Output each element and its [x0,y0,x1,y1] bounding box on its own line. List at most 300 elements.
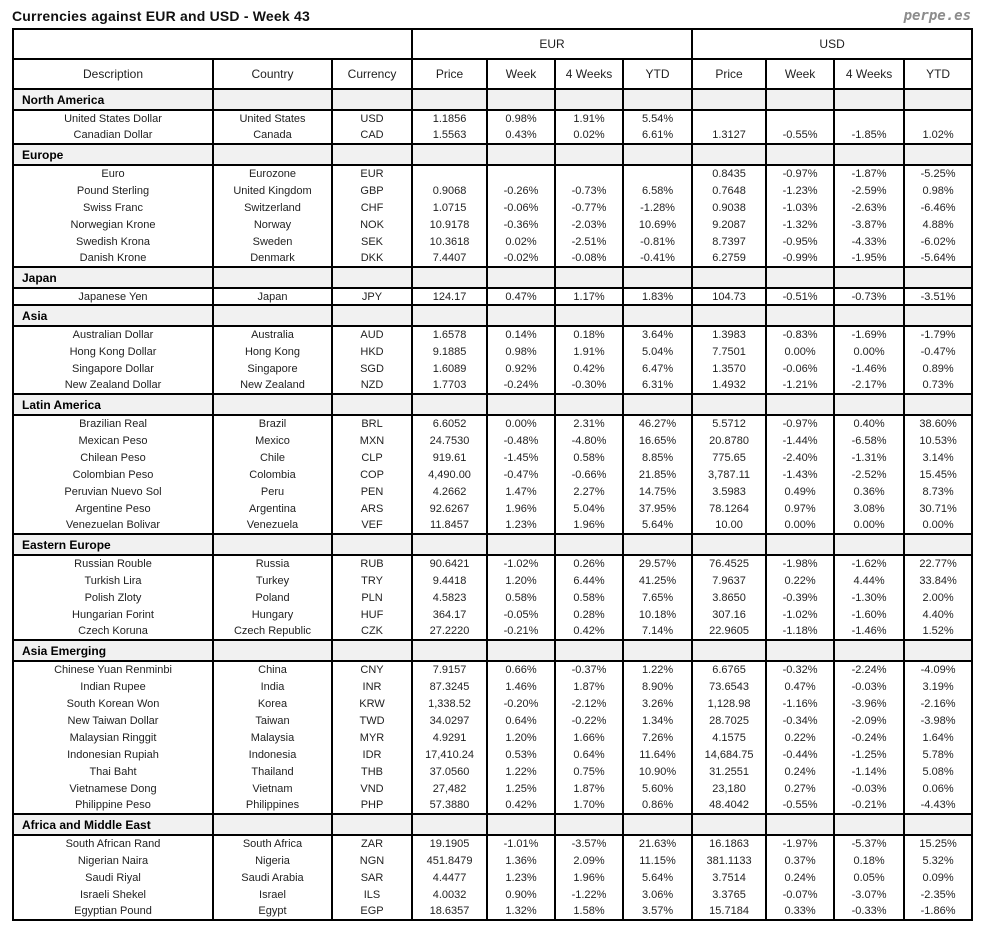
cell-usd-week: 0.22% [766,572,834,589]
section-blank-cell [213,144,332,165]
cell-usd-week: 0.00% [766,517,834,534]
table-row [13,326,972,343]
cell-eur-4weeks: 0.18% [555,326,623,343]
section-blank-cell [692,144,766,165]
section-blank-cell [487,534,555,555]
table-row [13,661,972,678]
column-header-eur-price: Price [412,59,487,89]
cell-usd-price: 48.4042 [692,797,766,814]
cell-usd-ytd: -1.86% [904,903,972,920]
section-blank-cell [487,305,555,326]
cell-country: Eurozone [213,165,332,182]
cell-eur-week: -0.05% [487,606,555,623]
cell-description: Vietnamese Dong [13,780,213,797]
cell-country: Singapore [213,360,332,377]
cell-eur-price: 57.3880 [412,797,487,814]
group-header-row [13,29,972,59]
cell-eur-ytd: 7.26% [623,729,692,746]
section-blank-cell [904,534,972,555]
cell-eur-week: 0.02% [487,233,555,250]
table-row [13,216,972,233]
cell-usd-week: -0.39% [766,589,834,606]
cell-eur-ytd: 37.95% [623,500,692,517]
cell-usd-4weeks: -2.63% [834,199,904,216]
cell-usd-week: 0.22% [766,729,834,746]
cell-usd-ytd: -0.47% [904,343,972,360]
section-blank-cell [332,814,412,835]
cell-usd-4weeks: -1.62% [834,555,904,572]
cell-eur-4weeks: 1.70% [555,797,623,814]
cell-eur-4weeks: 1.96% [555,517,623,534]
cell-description: Malaysian Ringgit [13,729,213,746]
cell-eur-week: 1.36% [487,852,555,869]
section-blank-cell [692,305,766,326]
cell-eur-4weeks: 1.58% [555,903,623,920]
column-header-eur-4weeks: 4 Weeks [555,59,623,89]
cell-usd-4weeks: -1.46% [834,360,904,377]
section-row [13,814,972,835]
cell-eur-week: 0.14% [487,326,555,343]
section-row [13,305,972,326]
cell-usd-4weeks: -0.73% [834,288,904,305]
cell-description: Swiss Franc [13,199,213,216]
cell-eur-ytd: 3.57% [623,903,692,920]
table-row [13,483,972,500]
cell-currency-code: CHF [332,199,412,216]
section-blank-cell [555,814,623,835]
cell-usd-week: 0.37% [766,852,834,869]
cell-usd-price: 0.9038 [692,199,766,216]
cell-usd-4weeks: 3.08% [834,500,904,517]
cell-description: Swedish Krona [13,233,213,250]
cell-description: South African Rand [13,835,213,852]
cell-usd-4weeks: -1.46% [834,623,904,640]
cell-currency-code: KRW [332,695,412,712]
cell-currency-code: CZK [332,623,412,640]
section-blank-cell [332,305,412,326]
cell-currency-code: MXN [332,432,412,449]
cell-eur-4weeks: 0.28% [555,606,623,623]
section-blank-cell [412,814,487,835]
cell-usd-ytd: -2.35% [904,886,972,903]
cell-eur-4weeks: -0.77% [555,199,623,216]
currency-table [12,28,973,921]
column-header-usd-price: Price [692,59,766,89]
cell-usd-4weeks: -1.25% [834,746,904,763]
cell-eur-ytd: 6.31% [623,377,692,394]
table-row [13,835,972,852]
cell-eur-ytd: 16.65% [623,432,692,449]
cell-eur-4weeks: 1.96% [555,869,623,886]
section-blank-cell [487,144,555,165]
cell-country: Denmark [213,250,332,267]
cell-description: Chilean Peso [13,449,213,466]
cell-usd-price: 28.7025 [692,712,766,729]
cell-usd-week: -1.98% [766,555,834,572]
cell-country: Australia [213,326,332,343]
cell-eur-price: 1,338.52 [412,695,487,712]
section-blank-cell [213,394,332,415]
cell-eur-ytd: 6.61% [623,127,692,144]
cell-eur-price: 4.4477 [412,869,487,886]
cell-eur-price: 10.9178 [412,216,487,233]
cell-eur-week: 0.53% [487,746,555,763]
section-blank-cell [766,394,834,415]
cell-eur-week: 1.23% [487,517,555,534]
cell-country: Venezuela [213,517,332,534]
cell-eur-4weeks [555,165,623,182]
cell-eur-week: 1.46% [487,678,555,695]
cell-eur-4weeks: -2.51% [555,233,623,250]
cell-usd-week: -1.43% [766,466,834,483]
section-blank-cell [487,814,555,835]
cell-usd-week: 0.47% [766,678,834,695]
section-blank-cell [904,814,972,835]
cell-currency-code: RUB [332,555,412,572]
section-blank-cell [904,305,972,326]
cell-eur-4weeks: -0.66% [555,466,623,483]
section-blank-cell [487,89,555,110]
title-bar [12,4,971,28]
cell-description: Thai Baht [13,763,213,780]
cell-usd-price: 78.1264 [692,500,766,517]
cell-usd-ytd: 22.77% [904,555,972,572]
cell-eur-week: -0.02% [487,250,555,267]
section-row [13,144,972,165]
cell-usd-price: 7.9637 [692,572,766,589]
section-title: Japan [13,267,213,288]
cell-eur-price: 9.4418 [412,572,487,589]
cell-country: Taiwan [213,712,332,729]
cell-description: Saudi Riyal [13,869,213,886]
cell-usd-week: -1.44% [766,432,834,449]
cell-description: South Korean Won [13,695,213,712]
cell-usd-price: 3.5983 [692,483,766,500]
cell-usd-price: 1.4932 [692,377,766,394]
cell-currency-code: CAD [332,127,412,144]
cell-eur-price: 4.0032 [412,886,487,903]
cell-usd-4weeks: 0.40% [834,415,904,432]
cell-eur-ytd: 5.64% [623,869,692,886]
column-header-usd-4weeks: 4 Weeks [834,59,904,89]
cell-usd-price: 1.3983 [692,326,766,343]
section-blank-cell [692,394,766,415]
section-blank-cell [555,144,623,165]
cell-eur-ytd: 14.75% [623,483,692,500]
section-blank-cell [904,267,972,288]
section-blank-cell [766,640,834,661]
section-blank-cell [834,144,904,165]
cell-currency-code: PHP [332,797,412,814]
cell-usd-ytd: -5.64% [904,250,972,267]
cell-usd-4weeks: -1.95% [834,250,904,267]
section-blank-cell [834,534,904,555]
cell-eur-ytd: 6.58% [623,182,692,199]
cell-eur-4weeks: 1.91% [555,343,623,360]
cell-currency-code: ARS [332,500,412,517]
cell-eur-4weeks: 6.44% [555,572,623,589]
section-blank-cell [332,144,412,165]
cell-description: Hungarian Forint [13,606,213,623]
cell-eur-ytd: 5.04% [623,343,692,360]
cell-description: Philippine Peso [13,797,213,814]
table-row [13,729,972,746]
cell-usd-price: 1.3127 [692,127,766,144]
table-row [13,182,972,199]
cell-eur-week: 1.20% [487,572,555,589]
cell-usd-week: -1.16% [766,695,834,712]
section-blank-cell [766,305,834,326]
cell-usd-ytd: 0.06% [904,780,972,797]
cell-eur-4weeks: 1.87% [555,678,623,695]
section-blank-cell [332,534,412,555]
cell-usd-ytd: 5.78% [904,746,972,763]
cell-usd-price: 76.4525 [692,555,766,572]
cell-currency-code: USD [332,110,412,127]
cell-usd-4weeks: -0.03% [834,780,904,797]
cell-description: Pound Sterling [13,182,213,199]
cell-usd-week: -1.18% [766,623,834,640]
cell-usd-ytd: 4.40% [904,606,972,623]
cell-currency-code: NOK [332,216,412,233]
cell-usd-week: -0.07% [766,886,834,903]
cell-usd-4weeks: -0.33% [834,903,904,920]
cell-usd-price: 1.3570 [692,360,766,377]
cell-eur-ytd: 41.25% [623,572,692,589]
section-blank-cell [623,89,692,110]
cell-eur-week: -0.48% [487,432,555,449]
cell-eur-ytd: 11.15% [623,852,692,869]
cell-usd-price: 7.7501 [692,343,766,360]
table-row [13,432,972,449]
section-blank-cell [834,814,904,835]
table-row [13,165,972,182]
cell-usd-4weeks: -2.52% [834,466,904,483]
cell-usd-price: 3.8650 [692,589,766,606]
column-header-usd-week: Week [766,59,834,89]
cell-usd-4weeks: -6.58% [834,432,904,449]
cell-usd-week: -0.32% [766,661,834,678]
section-blank-cell [766,534,834,555]
table-row [13,449,972,466]
cell-description: Colombian Peso [13,466,213,483]
cell-usd-ytd: -6.46% [904,199,972,216]
table-row [13,288,972,305]
table-row [13,377,972,394]
cell-eur-week: 0.42% [487,797,555,814]
table-row [13,623,972,640]
cell-description: Chinese Yuan Renminbi [13,661,213,678]
cell-description: New Zealand Dollar [13,377,213,394]
cell-usd-price: 307.16 [692,606,766,623]
cell-usd-4weeks: -0.24% [834,729,904,746]
cell-currency-code: VEF [332,517,412,534]
section-blank-cell [623,305,692,326]
cell-currency-code: VND [332,780,412,797]
cell-eur-4weeks: 0.42% [555,360,623,377]
cell-country: Malaysia [213,729,332,746]
cell-usd-week: -0.55% [766,127,834,144]
cell-eur-price: 1.7703 [412,377,487,394]
cell-usd-price: 22.9605 [692,623,766,640]
cell-description: Euro [13,165,213,182]
section-blank-cell [412,267,487,288]
section-row [13,640,972,661]
section-blank-cell [623,534,692,555]
cell-usd-week: 0.33% [766,903,834,920]
cell-eur-ytd: 5.64% [623,517,692,534]
cell-eur-4weeks: 1.87% [555,780,623,797]
section-blank-cell [412,534,487,555]
cell-currency-code: SAR [332,869,412,886]
cell-usd-4weeks: 0.00% [834,517,904,534]
section-blank-cell [766,89,834,110]
cell-usd-price [692,110,766,127]
cell-country: Egypt [213,903,332,920]
cell-eur-ytd: 7.65% [623,589,692,606]
group-header-eur: EUR [412,29,692,59]
cell-currency-code: ILS [332,886,412,903]
cell-eur-price: 1.5563 [412,127,487,144]
section-blank-cell [332,267,412,288]
cell-usd-ytd: -5.25% [904,165,972,182]
cell-country: Hungary [213,606,332,623]
cell-usd-price: 3,787.11 [692,466,766,483]
cell-eur-price: 0.9068 [412,182,487,199]
cell-usd-price: 1,128.98 [692,695,766,712]
section-title: Eastern Europe [13,534,213,555]
cell-eur-ytd: 10.18% [623,606,692,623]
cell-eur-4weeks: 2.27% [555,483,623,500]
cell-description: Indonesian Rupiah [13,746,213,763]
cell-usd-ytd: 0.98% [904,182,972,199]
cell-eur-4weeks: -2.12% [555,695,623,712]
cell-eur-ytd: 46.27% [623,415,692,432]
cell-eur-price: 364.17 [412,606,487,623]
cell-usd-price: 3.7514 [692,869,766,886]
cell-description: New Taiwan Dollar [13,712,213,729]
section-blank-cell [213,267,332,288]
cell-eur-week: -0.47% [487,466,555,483]
cell-eur-4weeks: 1.91% [555,110,623,127]
cell-currency-code: INR [332,678,412,695]
cell-eur-week: -0.21% [487,623,555,640]
cell-country: Czech Republic [213,623,332,640]
cell-eur-4weeks: 0.58% [555,589,623,606]
section-blank-cell [692,640,766,661]
section-row [13,89,972,110]
cell-country: Nigeria [213,852,332,869]
cell-description: Czech Koruna [13,623,213,640]
cell-eur-price: 4.5823 [412,589,487,606]
cell-eur-price: 87.3245 [412,678,487,695]
cell-country: Hong Kong [213,343,332,360]
cell-usd-ytd: -3.98% [904,712,972,729]
cell-usd-4weeks: -1.31% [834,449,904,466]
cell-usd-4weeks: -1.69% [834,326,904,343]
cell-eur-4weeks: 0.02% [555,127,623,144]
table-row [13,555,972,572]
section-blank-cell [213,640,332,661]
section-blank-cell [904,89,972,110]
cell-country: Argentina [213,500,332,517]
cell-usd-ytd: 1.52% [904,623,972,640]
cell-eur-week: 1.23% [487,869,555,886]
section-blank-cell [487,267,555,288]
cell-usd-ytd: 15.45% [904,466,972,483]
cell-usd-week: -0.44% [766,746,834,763]
cell-usd-4weeks: -0.03% [834,678,904,695]
table-row [13,127,972,144]
cell-usd-4weeks: -1.14% [834,763,904,780]
cell-eur-ytd: 29.57% [623,555,692,572]
section-blank-cell [555,534,623,555]
cell-usd-ytd: 0.09% [904,869,972,886]
section-blank-cell [487,640,555,661]
cell-usd-4weeks: -2.24% [834,661,904,678]
cell-country: Korea [213,695,332,712]
brand-watermark: perpe.es [903,8,971,24]
cell-usd-4weeks: -3.07% [834,886,904,903]
cell-usd-4weeks: -2.09% [834,712,904,729]
cell-eur-price: 6.6052 [412,415,487,432]
section-title: Asia [13,305,213,326]
cell-eur-week [487,165,555,182]
cell-usd-ytd: 0.89% [904,360,972,377]
section-blank-cell [555,89,623,110]
group-header-usd: USD [692,29,972,59]
cell-usd-week: -1.02% [766,606,834,623]
cell-eur-ytd: -0.41% [623,250,692,267]
cell-usd-price: 14,684.75 [692,746,766,763]
table-row [13,360,972,377]
cell-usd-price: 6.2759 [692,250,766,267]
cell-usd-ytd: 1.64% [904,729,972,746]
column-header-description: Description [13,59,213,89]
cell-usd-week: -0.97% [766,415,834,432]
cell-usd-ytd: -4.43% [904,797,972,814]
cell-usd-4weeks: 0.36% [834,483,904,500]
cell-country: Vietnam [213,780,332,797]
cell-description: Israeli Shekel [13,886,213,903]
cell-currency-code: SGD [332,360,412,377]
cell-eur-price: 19.1905 [412,835,487,852]
cell-eur-week: 0.98% [487,110,555,127]
cell-usd-week: -1.97% [766,835,834,852]
cell-description: Australian Dollar [13,326,213,343]
cell-eur-week: 1.47% [487,483,555,500]
cell-eur-week: 1.25% [487,780,555,797]
section-title: Europe [13,144,213,165]
cell-eur-ytd: -1.28% [623,199,692,216]
cell-country: Russia [213,555,332,572]
cell-eur-price: 1.6578 [412,326,487,343]
cell-usd-4weeks: -2.59% [834,182,904,199]
cell-usd-ytd: 1.02% [904,127,972,144]
cell-description: Russian Rouble [13,555,213,572]
cell-usd-ytd: 4.88% [904,216,972,233]
cell-currency-code: NZD [332,377,412,394]
cell-eur-ytd: 10.90% [623,763,692,780]
cell-eur-week: -0.24% [487,377,555,394]
cell-eur-week: -0.06% [487,199,555,216]
cell-currency-code: DKK [332,250,412,267]
cell-currency-code: MYR [332,729,412,746]
currency-table-body [13,89,972,920]
table-row [13,110,972,127]
cell-eur-week: 1.96% [487,500,555,517]
cell-usd-4weeks: 0.18% [834,852,904,869]
